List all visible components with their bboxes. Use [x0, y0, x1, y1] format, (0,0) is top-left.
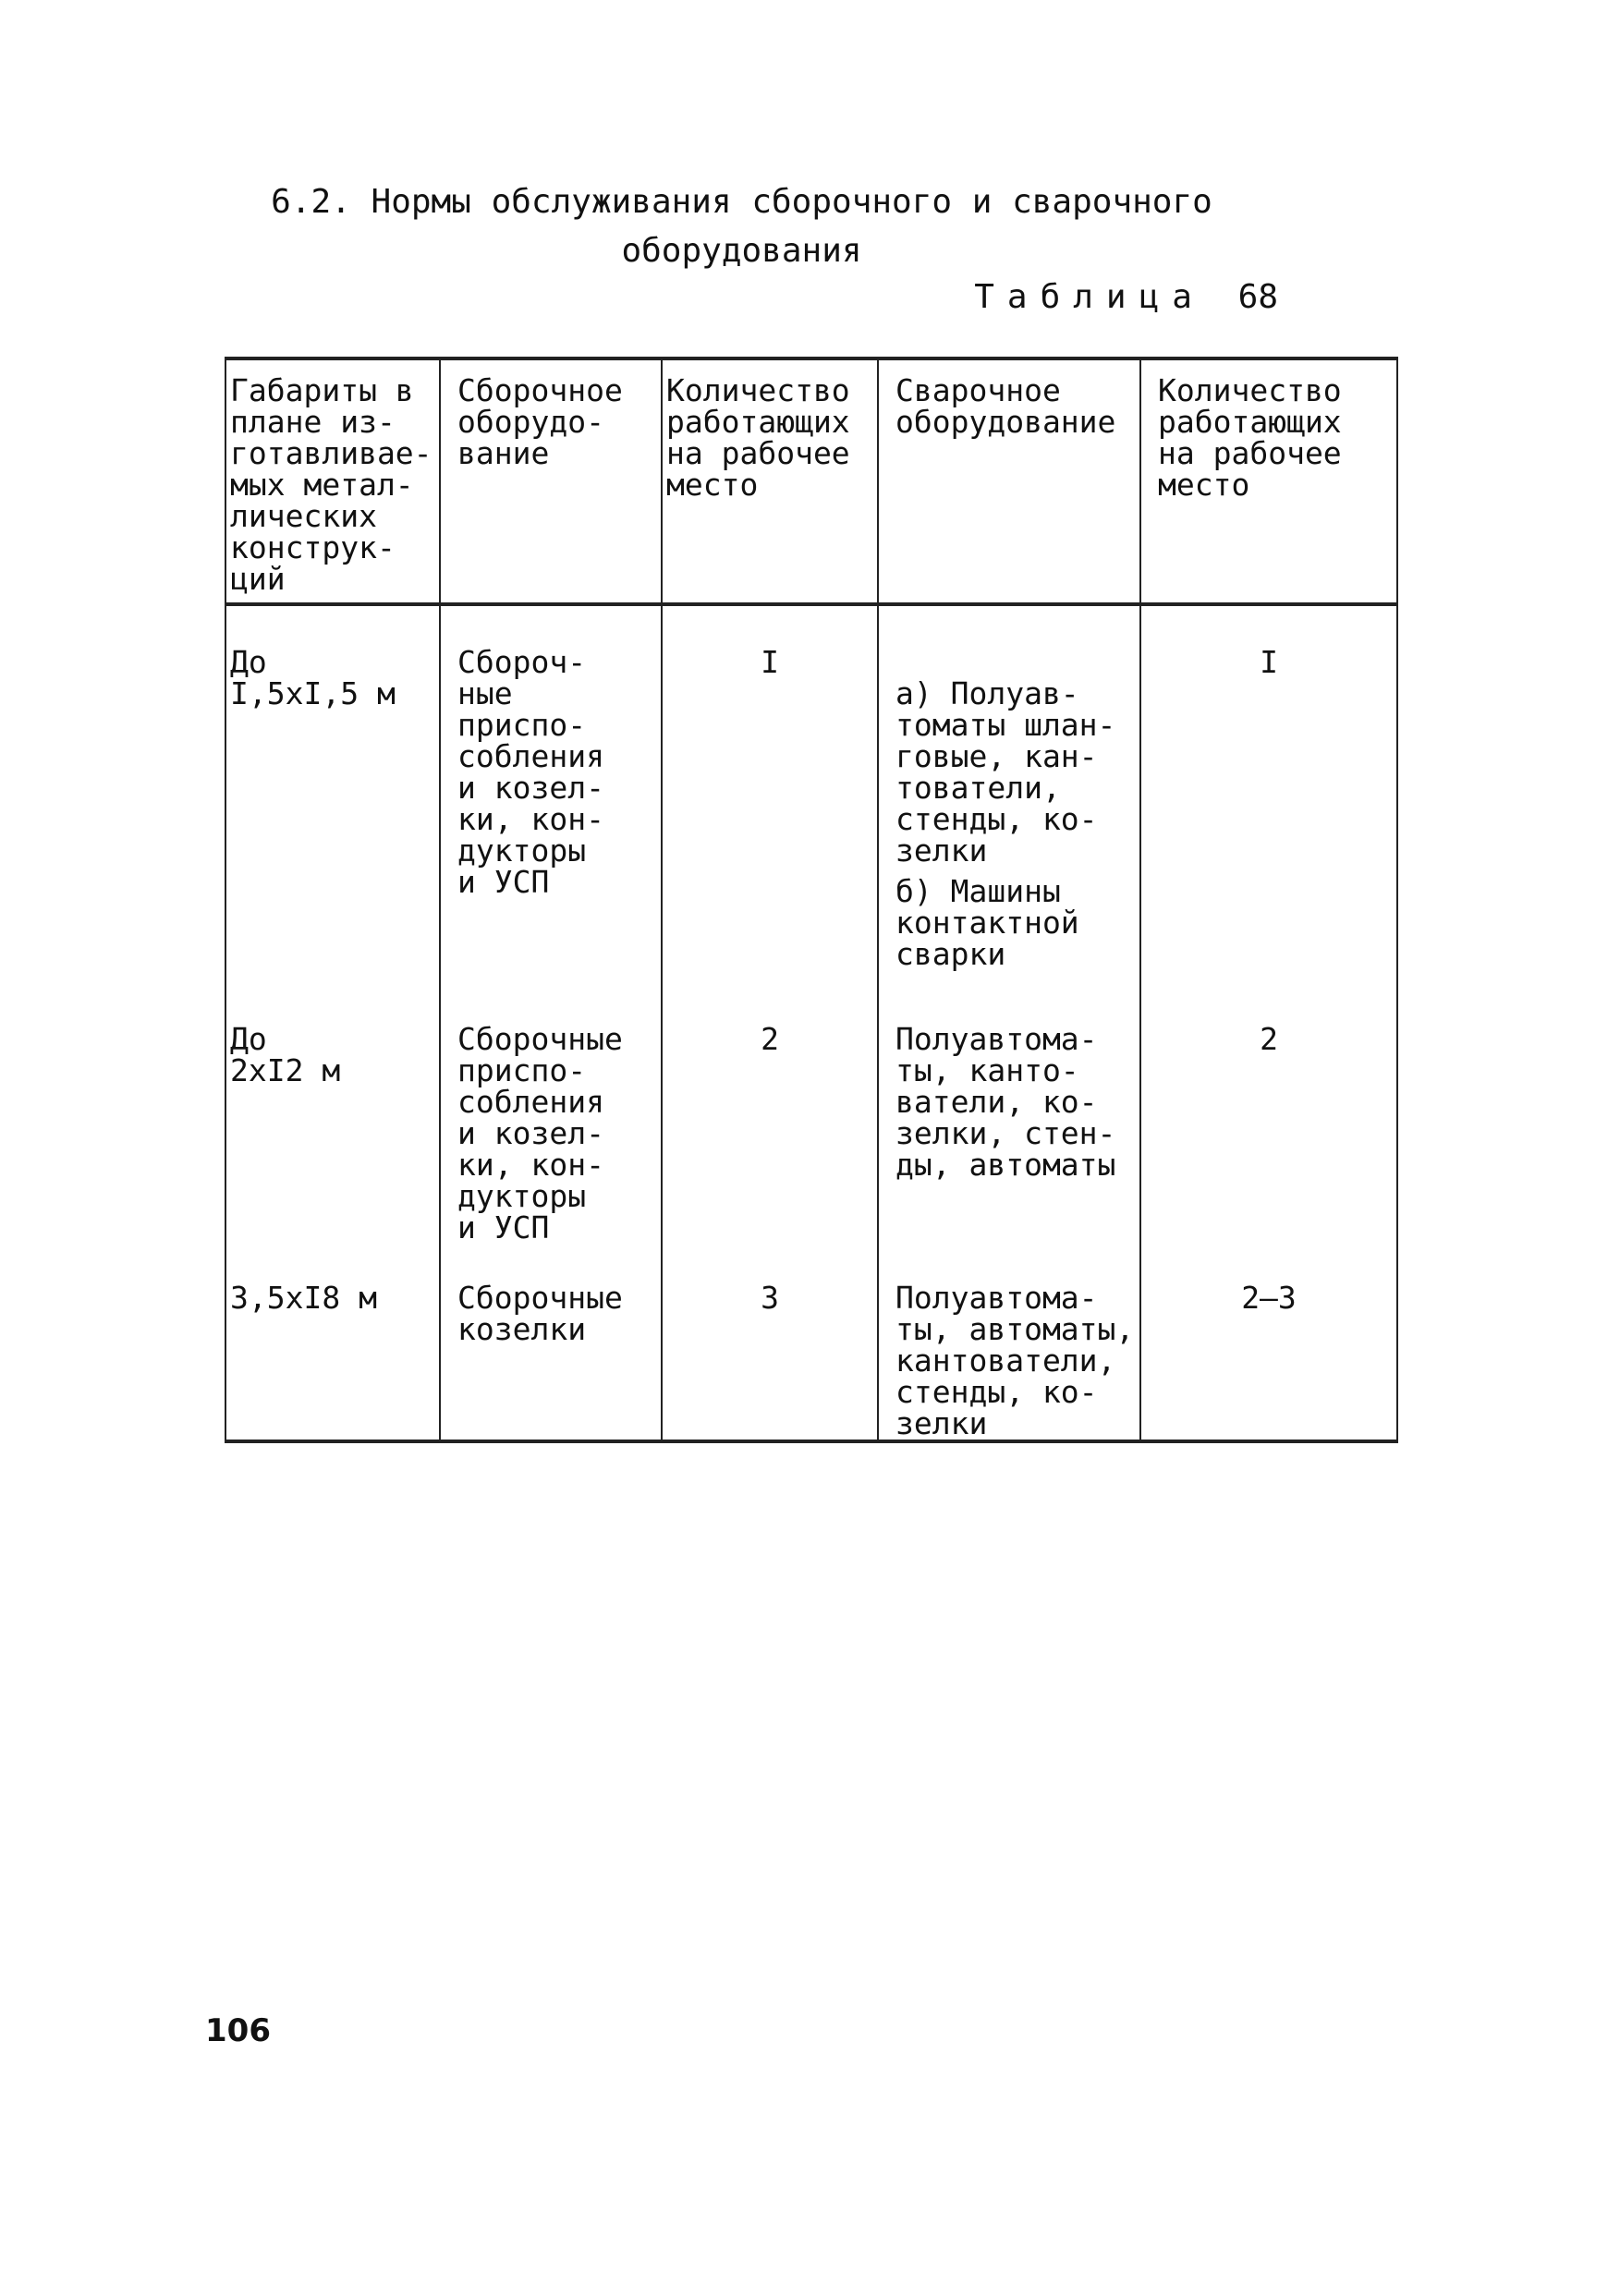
cell-dimensions: 3,5хI8 м: [225, 1258, 440, 1441]
table-header-row: [225, 358, 1397, 604]
section-heading-continuation: оборудования: [621, 232, 862, 270]
header-welding-workers: Количество работающих на рабочее место: [1140, 358, 1397, 604]
cell-welding-workers: I: [1140, 604, 1397, 1002]
welding-option-b: б) Машины контактной сварки: [895, 873, 1079, 972]
cell-welding-equipment: Полуавтома- ты, автоматы, кантователи, стенды, ко- зелки: [878, 1258, 1140, 1441]
cell-welding-workers: 2: [1140, 1002, 1397, 1258]
table-caption-word: Таблица: [974, 278, 1205, 316]
table-row: [225, 604, 1397, 1002]
table-caption: [974, 275, 1278, 320]
cell-welding-equipment: Полуавтома- ты, канто- ватели, ко- зелки, стен- ды, автоматы: [878, 1002, 1140, 1258]
table-row: [225, 1002, 1397, 1258]
cell-dimensions: До 2хI2 м: [225, 1002, 440, 1258]
cell-assembly-equipment: Сборочные козелки: [440, 1258, 662, 1441]
header-dimensions: Габариты в плане из- готавливае- мых метал- лических конструк- ций: [225, 358, 440, 604]
cell-dimensions: До I,5хI,5 м: [225, 604, 440, 1002]
cell-welding-equipment: [878, 604, 1140, 1002]
page-number: 106: [205, 2012, 271, 2049]
welding-option-a: а) Полуав- томаты шлан- говые, кан- тователи, стенды, ко- зелки: [895, 675, 1116, 869]
cell-assembly-workers: I: [662, 604, 878, 1002]
table-caption-number: 68: [1237, 278, 1278, 316]
cell-assembly-equipment: Сбороч- ные приспо- собления и козел- ки, кон- дукторы и УСП: [440, 604, 662, 1002]
cell-welding-workers: 2–3: [1140, 1258, 1397, 1441]
section-heading: 6.2. Нормы обслуживания сборочного и сварочного: [271, 183, 1212, 221]
header-assembly-workers: Количество работающих на рабочее место: [662, 358, 878, 604]
norms-table: [225, 357, 1398, 1443]
table-row: [225, 1258, 1397, 1441]
cell-assembly-workers: 2: [662, 1002, 878, 1258]
header-welding-equipment: Сварочное оборудование: [878, 358, 1140, 604]
cell-assembly-workers: 3: [662, 1258, 878, 1441]
cell-assembly-equipment: Сборочные приспо- собления и козел- ки, кон- дукторы и УСП: [440, 1002, 662, 1258]
header-assembly-equipment: Сборочное оборудо- вание: [440, 358, 662, 604]
